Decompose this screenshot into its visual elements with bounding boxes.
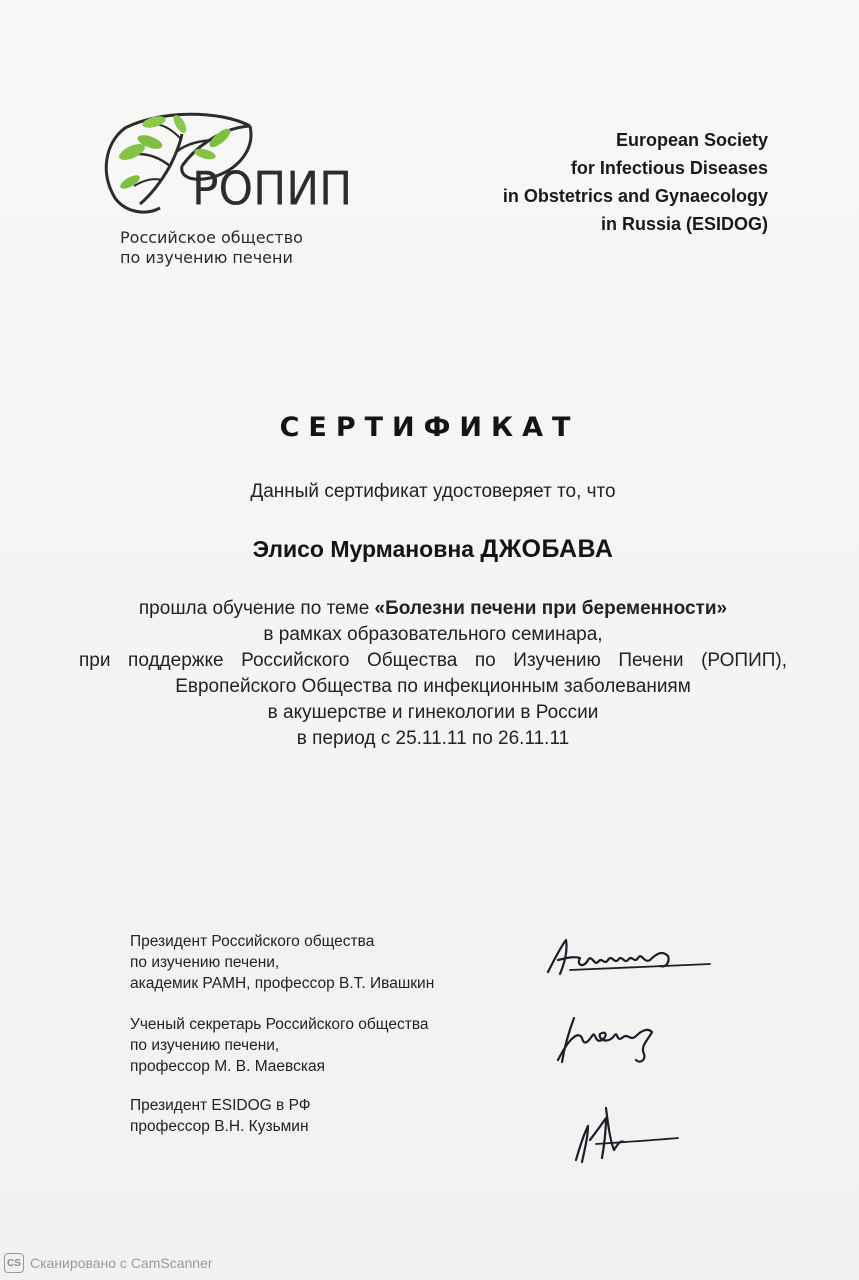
body-line: в период с 25.11.11 по 26.11.11 [296,728,570,749]
signatory-line: по изучению печени, [130,954,280,971]
recipient-given-name: Элисо Мурмановна [252,536,475,562]
signatory-line: профессор М. В. Маевская [130,1058,325,1075]
signatory-line: профессор В.Н. Кузьмин [130,1118,309,1135]
signatory-line: академик РАМН, профессор В.Т. Ивашкин [130,975,435,992]
signature-ivashkin [540,930,720,985]
esidog-heading [503,126,768,238]
camscanner-label: Сканировано с CamScanner [30,1255,213,1271]
camscanner-logo-icon: CS [4,1253,24,1273]
signatory-line: Президент ESIDOG в РФ [130,1097,311,1114]
certificate-intro: Данный сертификат удостоверяет то, что [250,481,616,502]
signatory-maevskaya [130,1014,490,1077]
signature-maevskaya [548,1010,668,1070]
signatory-kuzmin [130,1095,490,1137]
body-line-prefix: прошла обучение по теме [138,598,375,619]
body-line [60,596,806,622]
esidog-line: European Society [615,130,768,150]
logo-subtitle [120,228,303,268]
recipient-name [0,535,859,564]
logo-subtitle-line: Российское общество [120,228,303,247]
recipient-surname: ДЖОБАВА [480,535,614,563]
signatory-line: по изучению печени, [130,1037,280,1054]
body-line: в акушерстве и гинекологии в России [267,702,599,723]
logo-subtitle-line: по изучению печени [120,248,293,267]
esidog-line: in Russia (ESIDOG) [600,214,768,234]
signatory-line: Ученый секретарь Российского общества [130,1016,429,1033]
signatory-line: Президент Российского общества [130,933,375,950]
logo-wordmark: РОПИП [192,162,353,217]
signature-kuzmin [566,1100,686,1170]
esidog-line: in Obstetrics and Gynaecology [502,186,768,206]
certificate-title: СЕРТИФИКАТ [279,412,580,443]
signatory-ivashkin [130,931,490,994]
certificate-body [60,596,806,752]
camscanner-watermark [4,1252,213,1274]
body-line: Европейского Общества по инфекционным заболеваниям [175,676,691,697]
course-topic: «Болезни печени при беременности» [374,598,728,619]
body-line: при поддержке Российского Общества по Изучению Печени (РОПИП), [79,650,787,671]
body-line: в рамках образовательного семинара, [263,624,603,645]
ropip-logo [100,108,353,278]
esidog-line: for Infectious Diseases [570,158,768,178]
